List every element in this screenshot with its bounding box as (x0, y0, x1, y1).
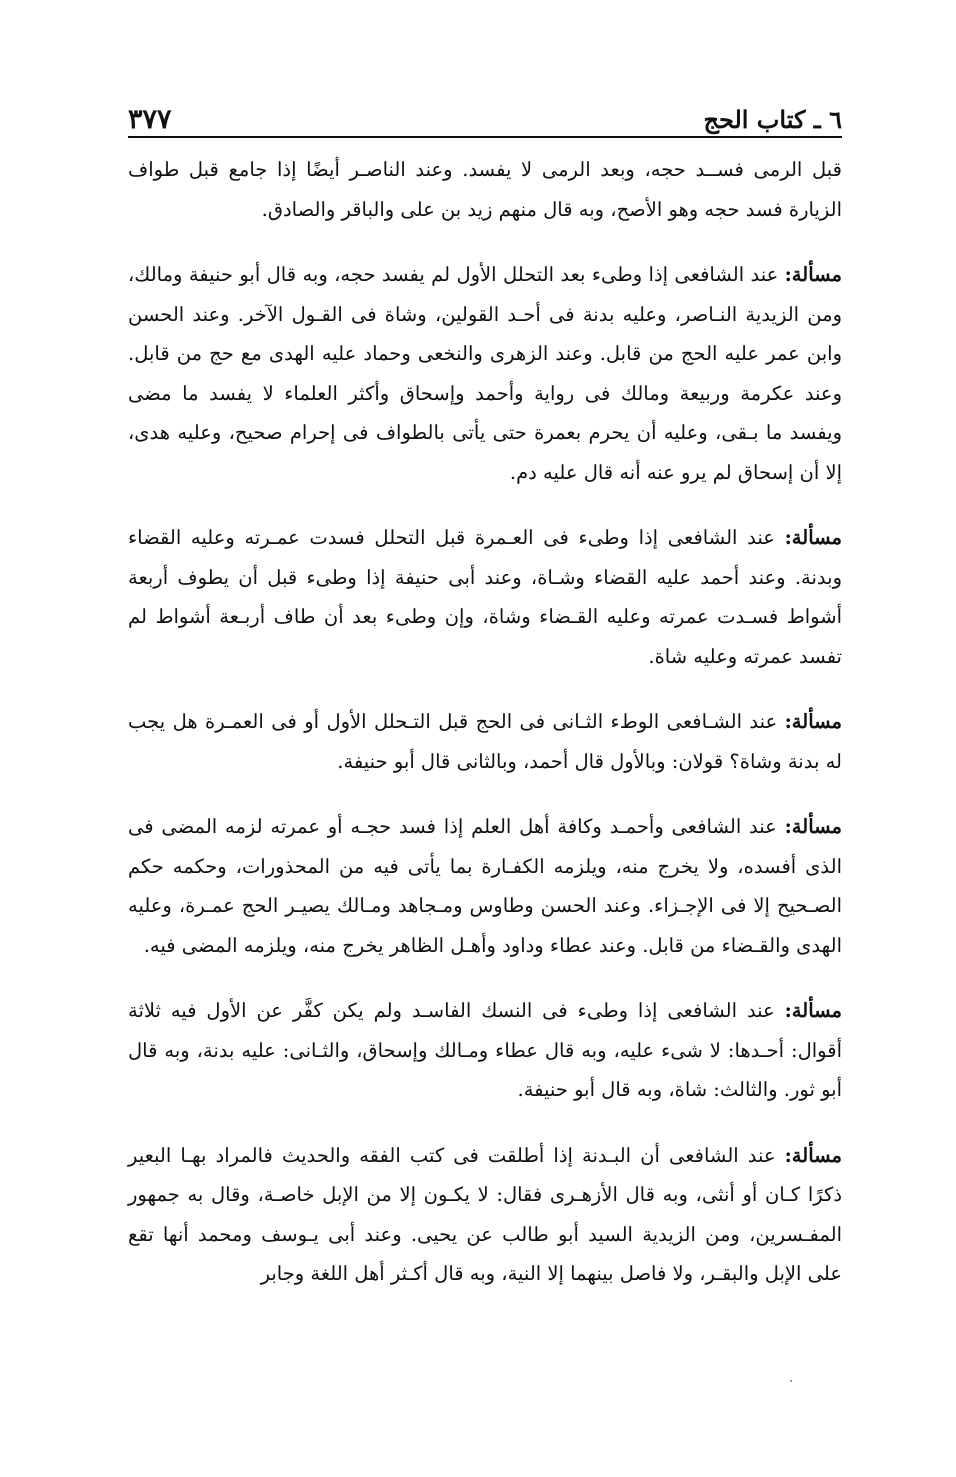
paragraph-lead: مسألة: (784, 263, 842, 286)
paragraph-masala (128, 807, 842, 965)
paragraph-text: عند الشافعى أن البـدنة إذا أطلقت فى كتب الفقه والحديث فالمراد بهـا البعير ذكرًا كـان أو أنثى، وبه قال الأزهـرى فقال: لا يكـون إلا من الإبل خاصـة، وقال به جمهور المفـسرين، ومن الزيدية السيد أبو طالب عن يحيى. وعند أبى يـوسف ومحمد أنها تقع على الإبل والبقـر، ولا فاصل بينهما إلا النية، وبه قال أكـثر أهل اللغة وجابر (128, 1143, 842, 1285)
paragraph-masala (128, 991, 842, 1110)
paragraph-lead: مسألة: (784, 815, 842, 838)
chapter-title: ٦ ـ كتاب الحج (703, 105, 842, 134)
paragraph-lead: مسألة: (784, 526, 842, 549)
paragraph-masala (128, 1136, 842, 1294)
paragraph-masala (128, 518, 842, 676)
scan-speck (790, 1380, 792, 1382)
page-body (128, 150, 842, 1294)
paragraph-text: عند الشافعى وأحمـد وكافة أهل العلم إذا فسد حجـه أو عمرته لزمه المضى فى الذى أفسده، ولا يخرج منه، ويلزمه الكفـارة بما يأتى فيه من المحذورات، وحكمه حكم الصـحيح إلا فى الإجـزاء. وعند الحسن وطاوس ومـجاهد ومـالك يصيـر الحج عمـرة، وعليه الهدى والقـضاء من قابل. وعند عطاء وداود وأهـل الظاهر يخرج منه، ويلزمه المضى فيه. (128, 815, 842, 957)
page-number: ٣٧٧ (128, 104, 172, 135)
paragraph-masala (128, 702, 842, 781)
paragraph-masala (128, 255, 842, 492)
running-head (128, 92, 842, 138)
paragraph-lead: مسألة: (784, 1143, 842, 1167)
paragraph-text: عند الشافعى إذا وطىء فى النسك الفاسـد ولم يكن كفَّر عن الأول فيه ثلاثة أقوال: أحـدها: لا شىء عليه، وبه قال عطاء ومـالك وإسحاق، والثـانى: عليه بدنة، وبه قال أبو ثور. والثالث: شاة، وبه قال أبو حنيفة. (128, 999, 842, 1101)
paragraph-text: عند الشافعى إذا وطىء فى العـمرة قبل التحلل فسدت عمـرته وعليه القضاء وبدنة. وعند أحمد عليه القضاء وشـاة، وعند أبى حنيفة إذا وطىء قبل أن يطوف أربعة أشواط فسـدت عمرته وعليه القـضاء وشاة، وإن وطىء بعد أن طاف أربـعة أشواط لم تفسد عمرته وعليه شاة. (128, 526, 842, 668)
paragraph-lead: مسألة: (784, 710, 842, 733)
book-page (128, 92, 842, 1320)
paragraph-text: قبل الرمى فســد حجه، وبعد الرمى لا يفسد. وعند الناصـر أيضًا إذا جامع قبل طواف الزيارة فسد حجه وهو الأصح، وبه قال منهم زيد بن على والباقر والصادق. (128, 158, 842, 221)
paragraph-text: عند الشـافعى الوطء الثـانى فى الحج قبل التـحلل الأول أو فى العمـرة هل يجب له بدنة وشاة؟ قولان: وبالأول قال أحمد، وبالثانى قال أبو حنيفة. (128, 710, 842, 773)
paragraph-text: عند الشافعى إذا وطىء بعد التحلل الأول لم يفسد حجه، وبه قال أبو حنيفة ومالك، ومن الزيدية النـاصر، وعليه بدنة فى أحـد القولين، وشاة فى القـول الآخر. وعند الحسن وابن عمر عليه الحج من قابل. وعند الزهرى والنخعى وحماد عليه الهدى مع حج من قابل. وعند عكرمة وربيعة ومالك فى رواية وأحمد وإسحاق وأكثر العلماء لا يفسد ما مضى ويفسد ما بـقى، وعليه أن يحرم بعمرة حتى يأتى بالطواف فى إحرام صحيح، وعليه هدى، إلا أن إسحاق لم يرو عنه أنه قال عليه دم. (128, 263, 842, 484)
paragraph-lead: مسألة: (784, 999, 842, 1022)
paragraph-continuation (128, 150, 842, 229)
